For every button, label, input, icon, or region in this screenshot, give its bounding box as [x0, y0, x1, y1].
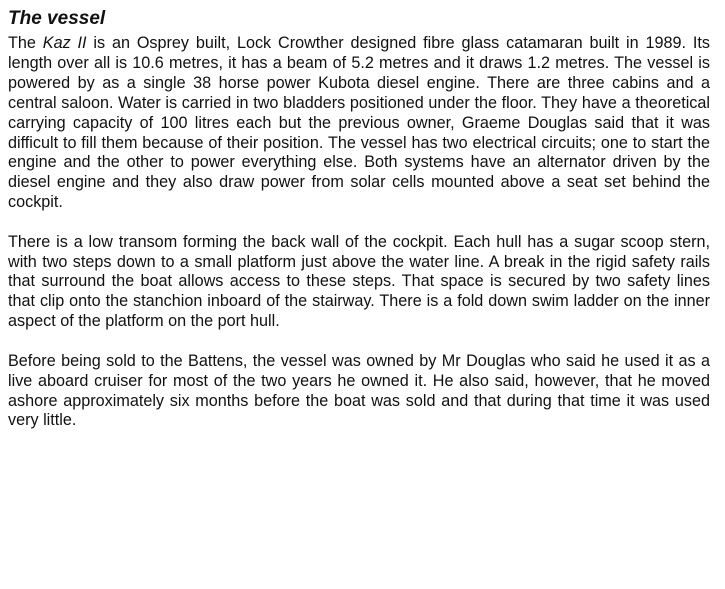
paragraph-cockpit-description: There is a low transom forming the back wall of the cockpit. Each hull has a sugar scoop stern, with two steps down to a small platform just above the water line. A break in the rigid safety rails that surround the boat allows access to these steps. That space is secured by two safety lines that clip onto the stanchion inboard of the stairway. There is a fold down swim ladder on the inner aspect of the platform on the port hull. — [8, 232, 710, 331]
section-heading: The vessel — [8, 8, 106, 29]
paragraph-text: is an Osprey built, Lock Crowther designed fibre glass catamaran built in 1989. Its length over all is 10.6 metres, it has a beam of 5.2 metres and it draws 1.2 metres. The vessel is powered by as a single 38 horse power Kubota diesel engine. There are three cabins and a central saloon. Water is carried in two bladders positioned under the floor. They have a theoretical carrying capacity of 100 litres each but the previous owner, Graeme Douglas said that it was difficult to fill them because of their position. The vessel has two electrical circuits; one to start the engine and the other to power everything else. Both systems have an alternator driven by the diesel engine and they also draw power from solar cells mounted above a seat set behind the cockpit. — [8, 34, 710, 212]
document-body — [8, 7, 710, 431]
paragraph-vessel-description — [8, 34, 710, 213]
paragraph-ownership-history: Before being sold to the Battens, the vessel was owned by Mr Douglas who said he used it as a live aboard cruiser for most of the two years he owned it. He also said, however, that he moved ashore approximately six months before the boat was sold and that during that time it was used very little. — [8, 351, 710, 430]
paragraph-intro: The — [8, 34, 43, 52]
vessel-name: Kaz II — [42, 34, 87, 52]
